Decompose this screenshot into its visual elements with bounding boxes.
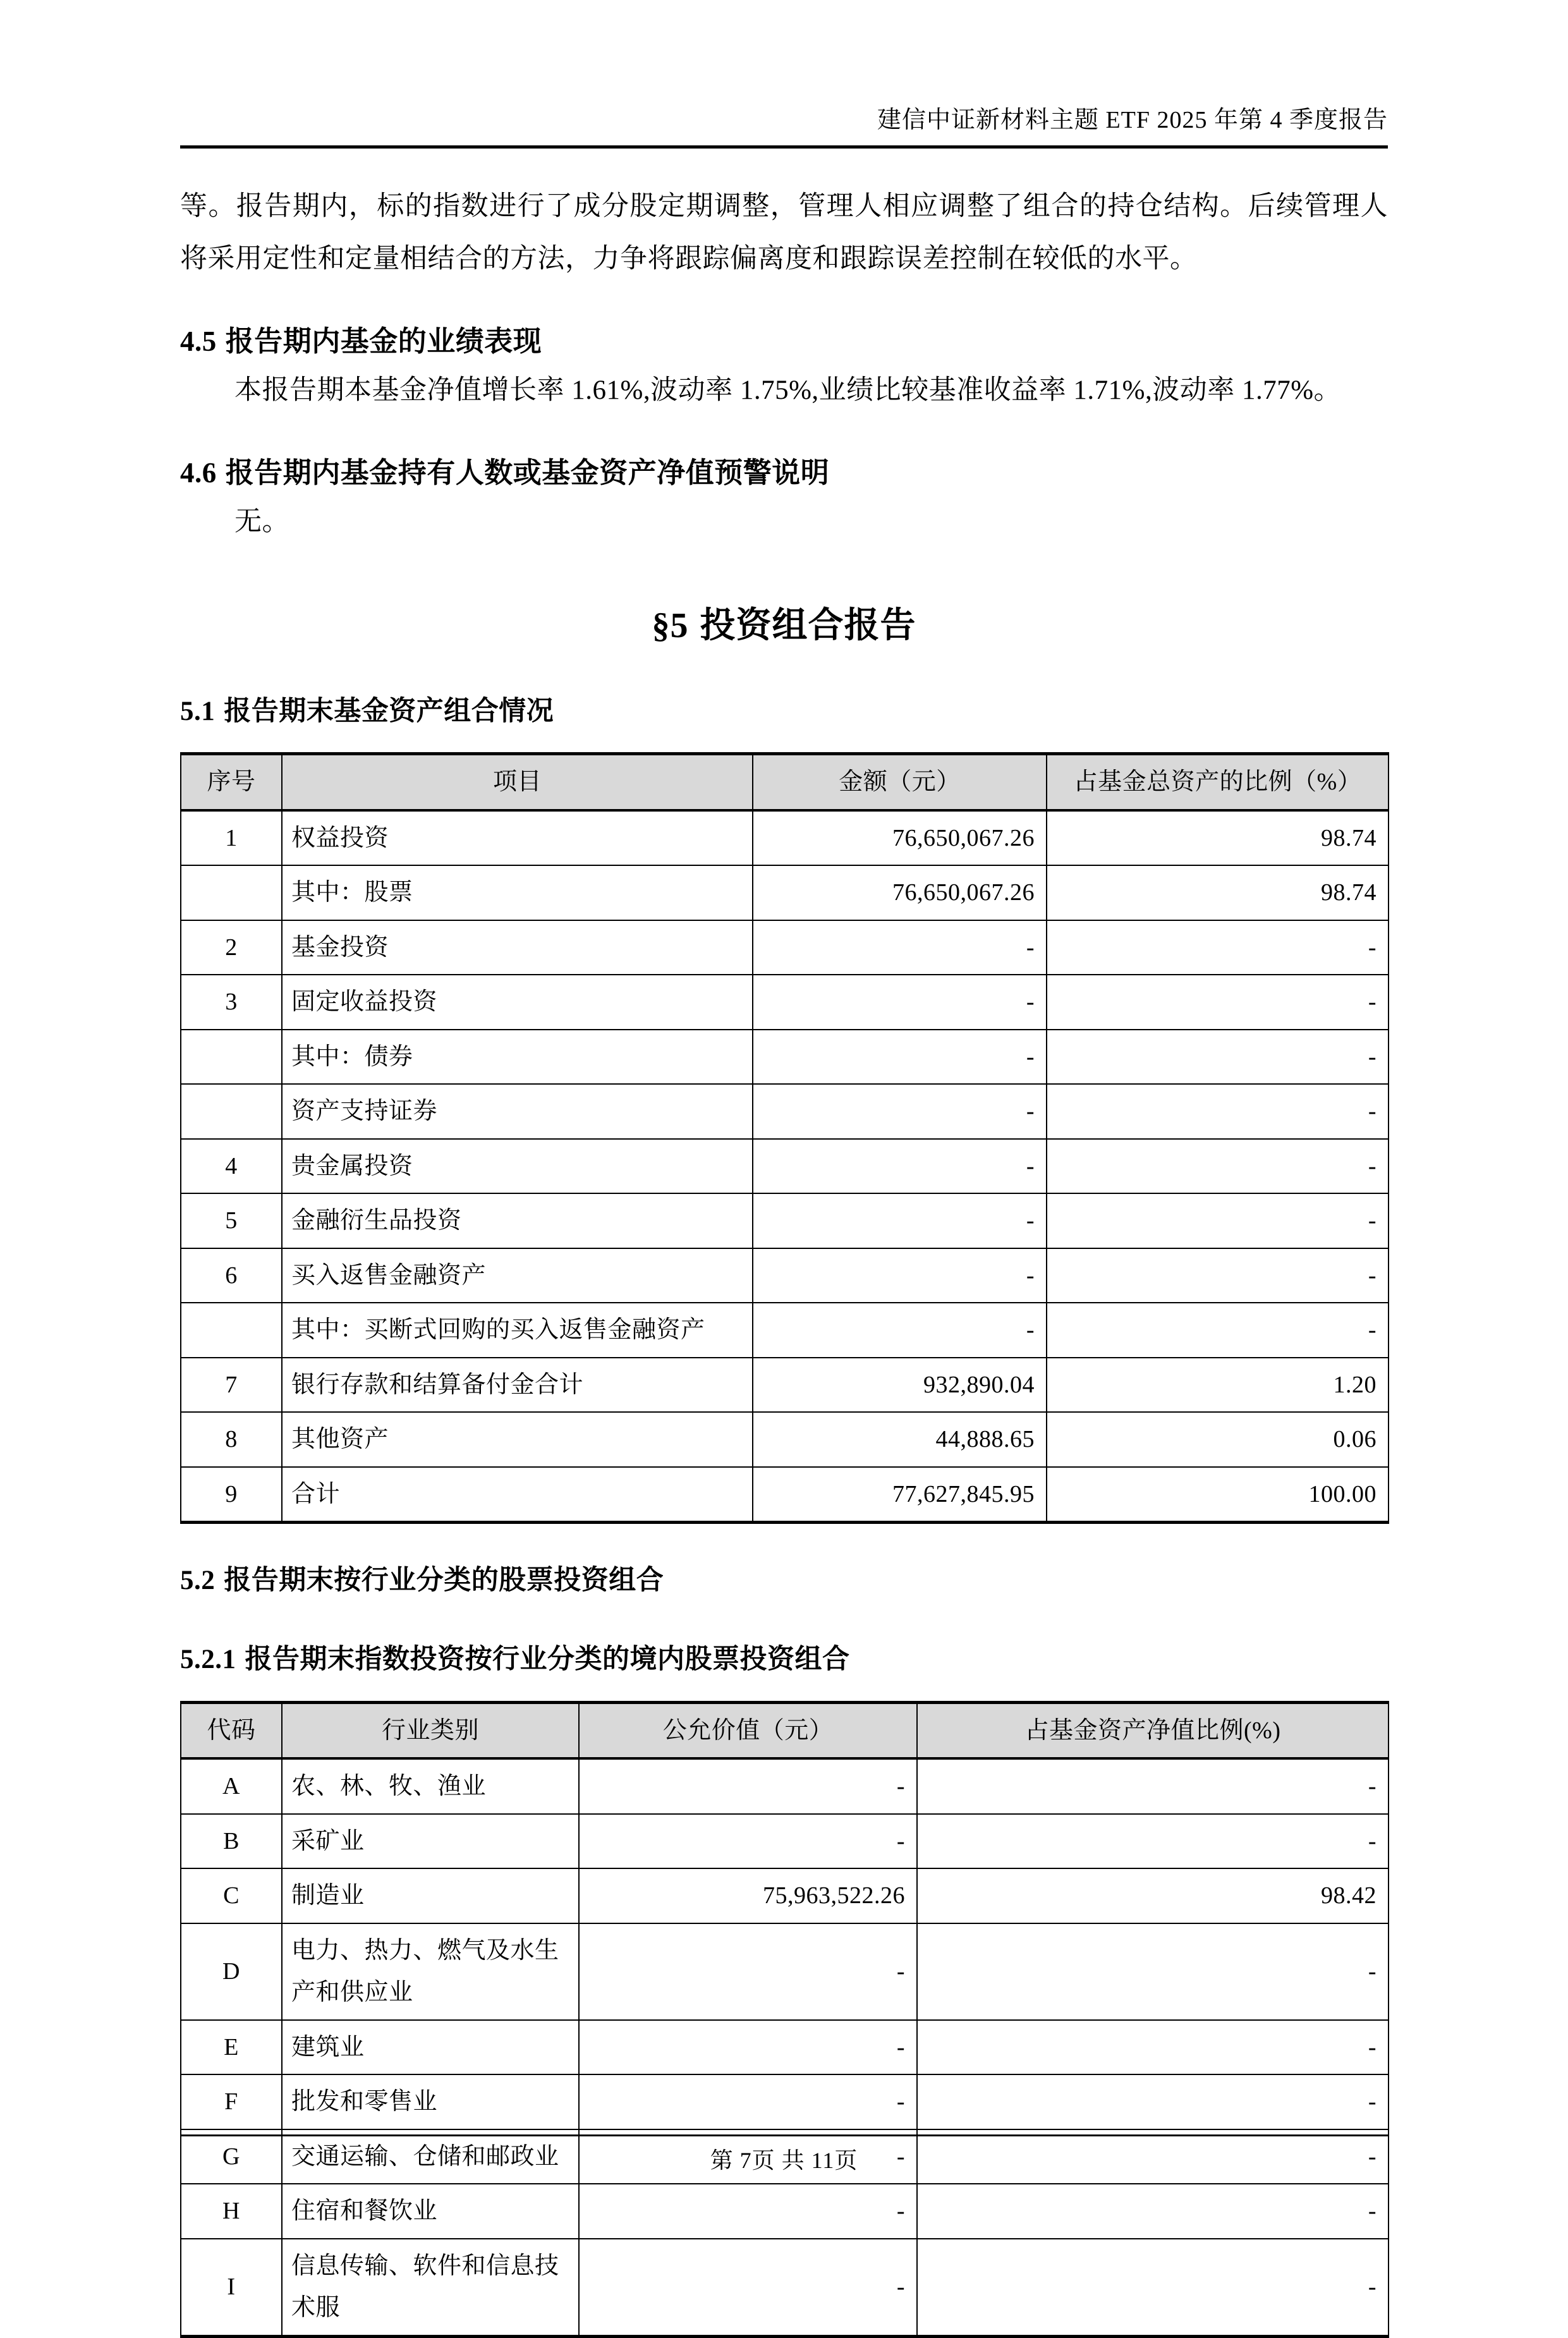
cell-no bbox=[181, 865, 282, 920]
cell-fair-value: - bbox=[579, 2074, 917, 2129]
asset-portfolio-table-body bbox=[181, 810, 1389, 1523]
heading-5-2-1-title: 报告期末指数投资按行业分类的境内股票投资组合 bbox=[245, 1645, 850, 1675]
cell-pct: - bbox=[1047, 1084, 1389, 1139]
cell-amount: - bbox=[753, 1030, 1047, 1085]
cell-fair-value: - bbox=[579, 1923, 917, 2020]
cell-item: 金融衍生品投资 bbox=[282, 1193, 753, 1248]
industry-portfolio-table bbox=[180, 1701, 1389, 2338]
footer-divider bbox=[180, 2134, 1388, 2136]
heading-4-5-title: 报告期内基金的业绩表现 bbox=[225, 326, 542, 358]
table-row bbox=[181, 810, 1389, 866]
table-row bbox=[181, 1193, 1389, 1248]
cell-pct: - bbox=[1047, 920, 1389, 975]
col-header-item: 项目 bbox=[282, 754, 753, 810]
asset-portfolio-table-head bbox=[181, 754, 1389, 810]
cell-fair-value: - bbox=[579, 2020, 917, 2075]
table-row bbox=[181, 1467, 1389, 1523]
heading-5-2 bbox=[180, 1559, 1388, 1603]
cell-amount: 76,650,067.26 bbox=[753, 865, 1047, 920]
cell-amount: - bbox=[753, 1084, 1047, 1139]
running-header-title: 建信中证新材料主题 ETF 2025 年第 4 季度报告 bbox=[877, 107, 1388, 133]
cell-pct: 98.74 bbox=[1047, 810, 1389, 866]
cell-amount: 77,627,845.95 bbox=[753, 1467, 1047, 1523]
cell-industry: 交通运输、仓储和邮政业 bbox=[282, 2129, 579, 2184]
cell-no: 5 bbox=[181, 1193, 282, 1248]
cell-pct: - bbox=[1047, 975, 1389, 1030]
cell-industry: 制造业 bbox=[282, 1868, 579, 1923]
heading-5-2-title: 报告期末按行业分类的股票投资组合 bbox=[224, 1566, 664, 1596]
cell-pct: 98.74 bbox=[1047, 865, 1389, 920]
table-header-row bbox=[181, 1702, 1389, 1758]
table-row bbox=[181, 1030, 1389, 1085]
cell-item: 买入返售金融资产 bbox=[282, 1248, 753, 1303]
cell-code: F bbox=[181, 2074, 282, 2129]
table-row bbox=[181, 1814, 1389, 1869]
heading-4-6 bbox=[180, 450, 1388, 496]
table-row bbox=[181, 865, 1389, 920]
cell-nav-pct: - bbox=[917, 2239, 1389, 2337]
table-row bbox=[181, 1358, 1389, 1413]
cell-nav-pct: - bbox=[917, 1923, 1389, 2020]
cell-no: 9 bbox=[181, 1467, 282, 1523]
cell-item: 固定收益投资 bbox=[282, 975, 753, 1030]
table-header-row bbox=[181, 754, 1389, 810]
table-row bbox=[181, 1923, 1389, 2020]
col-header-fair-value: 公允价值（元） bbox=[579, 1702, 917, 1758]
asset-portfolio-table bbox=[180, 752, 1389, 1524]
cell-code: I bbox=[181, 2239, 282, 2337]
cell-no bbox=[181, 1303, 282, 1358]
table-row bbox=[181, 1868, 1389, 1923]
cell-industry: 采矿业 bbox=[282, 1814, 579, 1869]
cell-industry: 批发和零售业 bbox=[282, 2074, 579, 2129]
table-row bbox=[181, 1303, 1389, 1358]
col-header-nav-pct: 占基金资产净值比例(%) bbox=[917, 1702, 1389, 1758]
table-row bbox=[181, 2184, 1389, 2239]
cell-no: 4 bbox=[181, 1139, 282, 1194]
chapter-5-number: §5 bbox=[652, 606, 689, 645]
section-4-6-text: 无。 bbox=[234, 507, 289, 537]
table-row bbox=[181, 1084, 1389, 1139]
cell-code: D bbox=[181, 1923, 282, 2020]
cell-amount: - bbox=[753, 1248, 1047, 1303]
table-row bbox=[181, 2020, 1389, 2075]
cell-item: 资产支持证券 bbox=[282, 1084, 753, 1139]
table-row bbox=[181, 1139, 1389, 1194]
cell-pct: - bbox=[1047, 1193, 1389, 1248]
cell-pct: - bbox=[1047, 1303, 1389, 1358]
cell-code: E bbox=[181, 2020, 282, 2075]
cell-code: G bbox=[181, 2129, 282, 2184]
cell-amount: 76,650,067.26 bbox=[753, 810, 1047, 866]
heading-5-1 bbox=[180, 690, 1388, 734]
cell-no: 1 bbox=[181, 810, 282, 866]
cell-no: 8 bbox=[181, 1412, 282, 1467]
cell-no bbox=[181, 1084, 282, 1139]
heading-4-6-title: 报告期内基金持有人数或基金资产净值预警说明 bbox=[225, 457, 830, 489]
cell-no: 7 bbox=[181, 1358, 282, 1413]
col-header-pct: 占基金总资产的比例（%） bbox=[1047, 754, 1389, 810]
cell-nav-pct: - bbox=[917, 1814, 1389, 1869]
page-footer bbox=[0, 2134, 1568, 2175]
page-number-label: 第 7页 共 11页 bbox=[710, 2148, 858, 2173]
cell-amount: - bbox=[753, 1193, 1047, 1248]
cell-amount: 44,888.65 bbox=[753, 1412, 1047, 1467]
cell-industry: 信息传输、软件和信息技术服 bbox=[282, 2239, 579, 2337]
industry-portfolio-table-head bbox=[181, 1702, 1389, 1758]
cell-fair-value: - bbox=[579, 2129, 917, 2184]
cell-industry: 住宿和餐饮业 bbox=[282, 2184, 579, 2239]
cell-amount: 932,890.04 bbox=[753, 1358, 1047, 1413]
continued-paragraph: 等。报告期内，标的指数进行了成分股定期调整，管理人相应调整了组合的持仓结构。后续管理人将采用定性和定量相结合的方法，力争将跟踪偏离度和跟踪误差控制在较低的水平。 bbox=[180, 191, 1388, 274]
cell-code: B bbox=[181, 1814, 282, 1869]
cell-nav-pct: - bbox=[917, 2129, 1389, 2184]
cell-code: A bbox=[181, 1758, 282, 1814]
cell-pct: 1.20 bbox=[1047, 1358, 1389, 1413]
section-4-5-text: 本报告期本基金净值增长率 1.61%,波动率 1.75%,业绩比较基准收益率 1.71%,波动率 1.77%。 bbox=[234, 375, 1342, 406]
cell-item: 银行存款和结算备付金合计 bbox=[282, 1358, 753, 1413]
col-header-no: 序号 bbox=[181, 754, 282, 810]
cell-amount: - bbox=[753, 975, 1047, 1030]
header-divider bbox=[180, 145, 1388, 149]
table-row bbox=[181, 2239, 1389, 2337]
heading-5-1-number: 5.1 bbox=[180, 696, 216, 726]
cell-pct: 0.06 bbox=[1047, 1412, 1389, 1467]
table-row bbox=[181, 1412, 1389, 1467]
heading-5-2-1-number: 5.2.1 bbox=[180, 1645, 236, 1675]
cell-no: 3 bbox=[181, 975, 282, 1030]
table-row bbox=[181, 2074, 1389, 2129]
cell-pct: 100.00 bbox=[1047, 1467, 1389, 1523]
table-row bbox=[181, 1758, 1389, 1814]
cell-fair-value: 75,963,522.26 bbox=[579, 1868, 917, 1923]
cell-nav-pct: - bbox=[917, 1758, 1389, 1814]
heading-5-1-title: 报告期末基金资产组合情况 bbox=[224, 696, 554, 726]
cell-item: 权益投资 bbox=[282, 810, 753, 866]
table-row bbox=[181, 975, 1389, 1030]
cell-item: 其中：债券 bbox=[282, 1030, 753, 1085]
cell-no: 2 bbox=[181, 920, 282, 975]
industry-portfolio-table-body bbox=[181, 1758, 1389, 2336]
cell-no bbox=[181, 1030, 282, 1085]
chapter-5-heading bbox=[180, 598, 1388, 655]
cell-no: 6 bbox=[181, 1248, 282, 1303]
cell-item: 合计 bbox=[282, 1467, 753, 1523]
heading-5-2-number: 5.2 bbox=[180, 1566, 216, 1596]
cell-item: 其中：买断式回购的买入返售金融资产 bbox=[282, 1303, 753, 1358]
cell-amount: - bbox=[753, 920, 1047, 975]
cell-fair-value: - bbox=[579, 2184, 917, 2239]
heading-5-2-1 bbox=[180, 1638, 1388, 1682]
heading-4-6-number: 4.6 bbox=[180, 457, 217, 489]
chapter-5-title: 投资组合报告 bbox=[700, 606, 916, 645]
cell-amount: - bbox=[753, 1303, 1047, 1358]
col-header-industry: 行业类别 bbox=[282, 1702, 579, 1758]
col-header-code: 代码 bbox=[181, 1702, 282, 1758]
cell-item: 其他资产 bbox=[282, 1412, 753, 1467]
cell-industry: 电力、热力、燃气及水生产和供应业 bbox=[282, 1923, 579, 2020]
running-header bbox=[180, 0, 1388, 135]
cell-pct: - bbox=[1047, 1139, 1389, 1194]
table-row bbox=[181, 920, 1389, 975]
cell-nav-pct: - bbox=[917, 2184, 1389, 2239]
cell-fair-value: - bbox=[579, 2239, 917, 2337]
cell-pct: - bbox=[1047, 1030, 1389, 1085]
cell-pct: - bbox=[1047, 1248, 1389, 1303]
col-header-amount: 金额（元） bbox=[753, 754, 1047, 810]
cell-item: 基金投资 bbox=[282, 920, 753, 975]
cell-fair-value: - bbox=[579, 1758, 917, 1814]
cell-code: H bbox=[181, 2184, 282, 2239]
cell-industry: 建筑业 bbox=[282, 2020, 579, 2075]
cell-industry: 农、林、牧、渔业 bbox=[282, 1758, 579, 1814]
heading-4-5 bbox=[180, 319, 1388, 364]
cell-code: C bbox=[181, 1868, 282, 1923]
cell-amount: - bbox=[753, 1139, 1047, 1194]
heading-4-5-number: 4.5 bbox=[180, 326, 217, 358]
cell-fair-value: - bbox=[579, 1814, 917, 1869]
table-row bbox=[181, 1248, 1389, 1303]
cell-nav-pct: - bbox=[917, 2020, 1389, 2075]
cell-nav-pct: 98.42 bbox=[917, 1868, 1389, 1923]
cell-nav-pct: - bbox=[917, 2074, 1389, 2129]
cell-item: 贵金属投资 bbox=[282, 1139, 753, 1194]
cell-item: 其中：股票 bbox=[282, 865, 753, 920]
